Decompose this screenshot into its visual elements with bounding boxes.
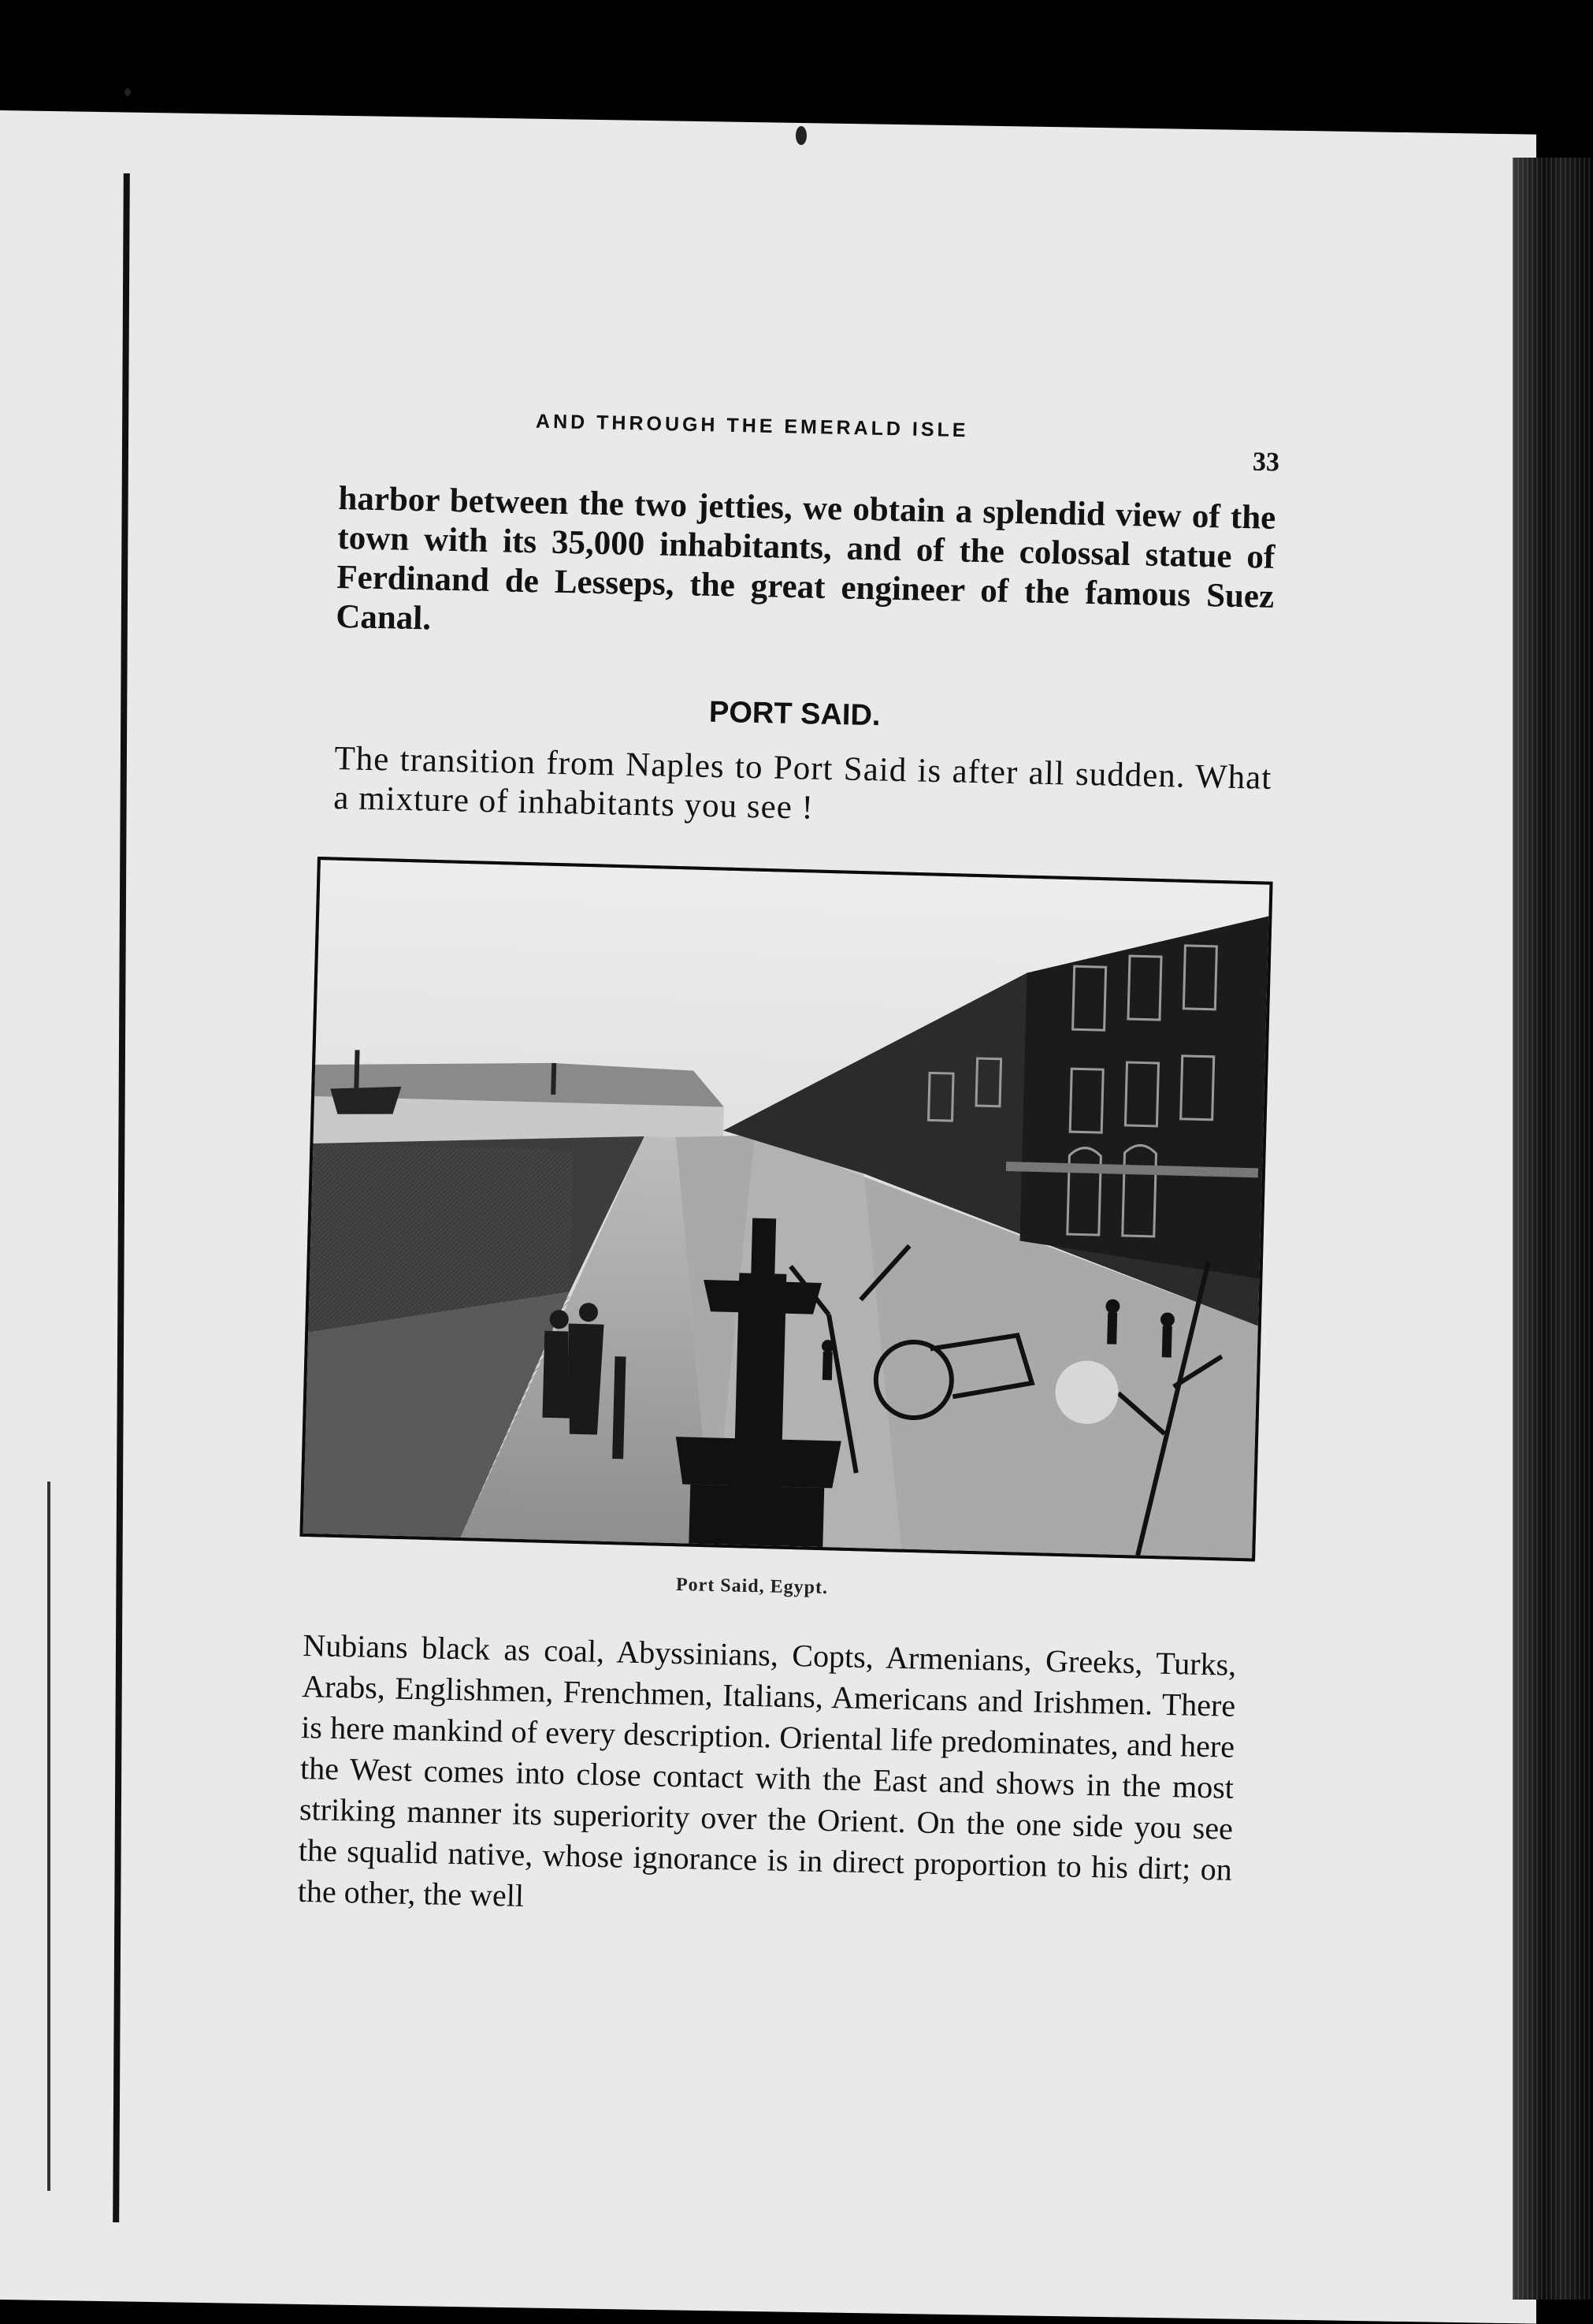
binding-gutter-line-secondary	[47, 1482, 50, 2191]
figure-caption: Port Said, Egypt.	[675, 1574, 829, 1599]
running-head: AND THROUGH THE EMERALD ISLE	[535, 410, 969, 442]
scan-top-border	[0, 0, 1593, 126]
section-heading: PORT SAID.	[708, 695, 881, 733]
scan-speck	[124, 88, 131, 96]
paragraph-transition: The transition from Naples to Port Said is after all sudden. What a mixture of inhabitants you see !	[332, 739, 1272, 827]
port-said-photograph	[299, 857, 1272, 1561]
scan-speck	[796, 126, 807, 145]
paragraph-harbor: harbor between the two jetties, we obtain a splendid view of the town with its 35,000 inhabitants, and of the colossal statue of Ferdinand de Lesseps, the great engineer of the famous Suez Canal.	[335, 479, 1276, 638]
paragraph-inhabitants: Nubians black as coal, Abyssinians, Copts, Armenians, Greeks, Turks, Arabs, Englishmen, Frenchmen, Italians, Americans and Irishmen. There is here mankind of every description. Oriental life predominates, and here the West comes into close contact with the East and shows in the most striking manner its superiority over the Orient. On the one side you see the squalid native, whose ignorance is in direct proportion to his dirt; on the other, the well	[297, 1627, 1237, 1913]
page-number: 33	[1252, 447, 1280, 478]
page-edge-stripes	[1513, 158, 1593, 2300]
